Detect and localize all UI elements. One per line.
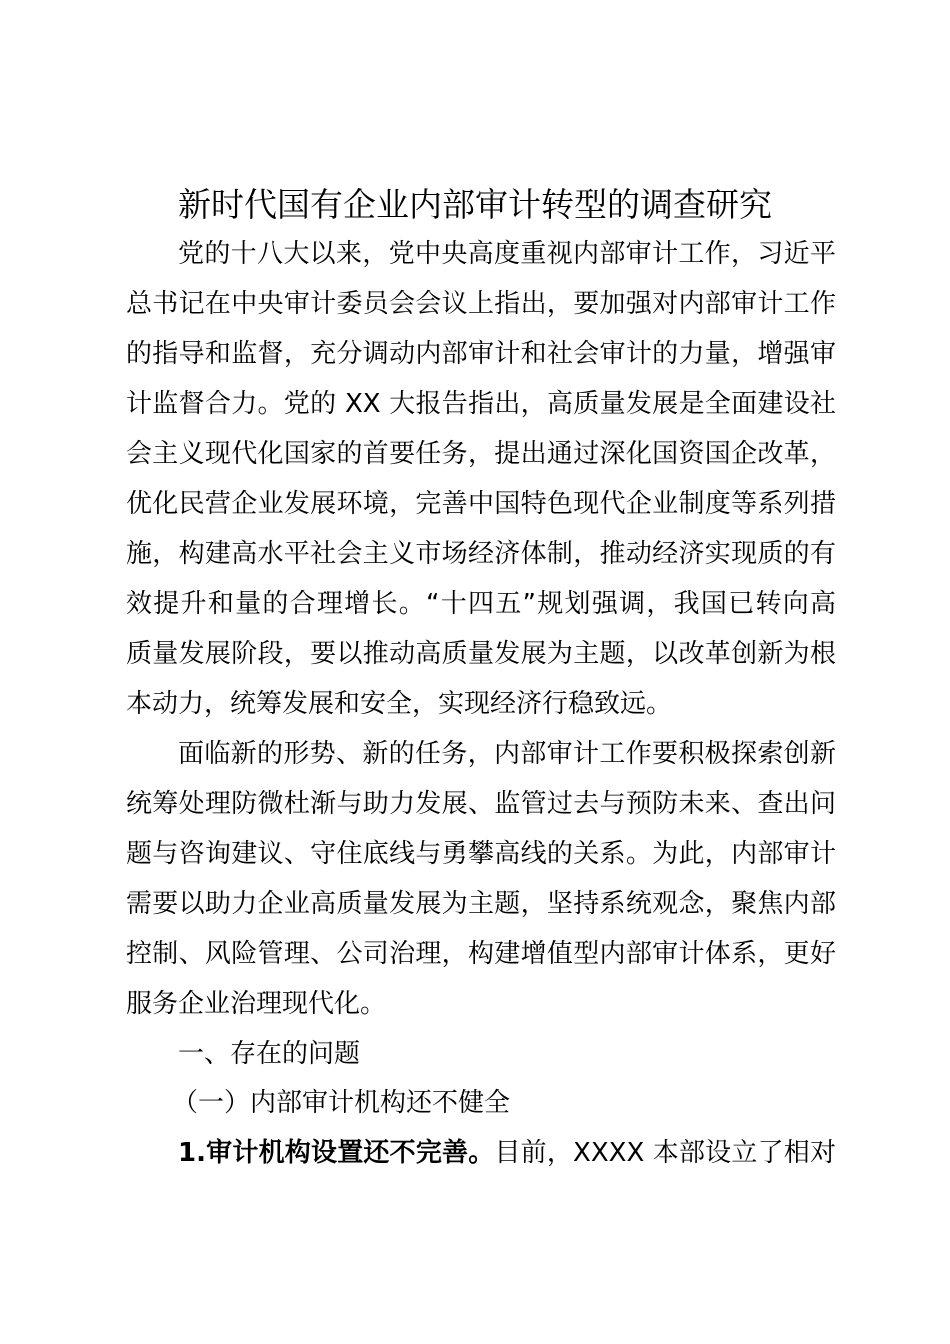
- paragraph-2-line: 统筹处理防微杜渐与助力发展、监管过去与预防未来、查出问: [126, 789, 836, 819]
- paragraph-2-line: 需要以助力企业高质量发展为主题，坚持系统观念，聚焦内部: [126, 889, 836, 919]
- paragraph-1-line: 本动力，统筹发展和安全，实现经济行稳致远。: [126, 689, 673, 719]
- paragraph-1-line: 计监督合力。党的 XX 大报告指出，高质量发展是全面建设社: [126, 389, 836, 419]
- point-1-label: 1.审计机构设置还不完善。: [178, 1138, 495, 1168]
- section-heading: 一、存在的问题: [178, 1039, 361, 1069]
- paragraph-1-line: 施，构建高水平社会主义市场经济体制，推动经济实现质的有: [126, 539, 836, 569]
- paragraph-1-line: 效提升和量的合理增长。“十四五”规划强调，我国已转向高: [126, 589, 836, 619]
- document-title: 新时代国有企业内部审计转型的调查研究: [178, 185, 772, 224]
- paragraph-2-line: 面临新的形势、新的任务，内部审计工作要积极探索创新: [178, 739, 836, 769]
- subsection-heading: （一）内部审计机构还不健全: [172, 1088, 511, 1118]
- point-1-line: [178, 1128, 836, 1178]
- paragraph-1-line: 党的十八大以来，党中央高度重视内部审计工作，习近平: [178, 239, 836, 269]
- paragraph-1-line: 的指导和监督，充分调动内部审计和社会审计的力量，增强审: [126, 339, 836, 369]
- point-1-text: 目前，XXXX 本部设立了相对: [494, 1138, 837, 1168]
- paragraph-2-line: 控制、风险管理、公司治理，构建增值型内部审计体系，更好: [126, 939, 836, 969]
- paragraph-1-line: 总书记在中央审计委员会会议上指出，要加强对内部审计工作: [126, 289, 836, 319]
- paragraph-1-line: 质量发展阶段，要以推动高质量发展为主题，以改革创新为根: [126, 639, 836, 669]
- paragraph-1-line: 优化民营企业发展环境，完善中国特色现代企业制度等系列措: [126, 489, 836, 519]
- paragraph-2-line: 题与咨询建议、守住底线与勇攀高线的关系。为此，内部审计: [126, 839, 836, 869]
- paragraph-1-line: 会主义现代化国家的首要任务，提出通过深化国资国企改革，: [126, 439, 836, 469]
- paragraph-2-line: 服务企业治理现代化。: [126, 989, 387, 1019]
